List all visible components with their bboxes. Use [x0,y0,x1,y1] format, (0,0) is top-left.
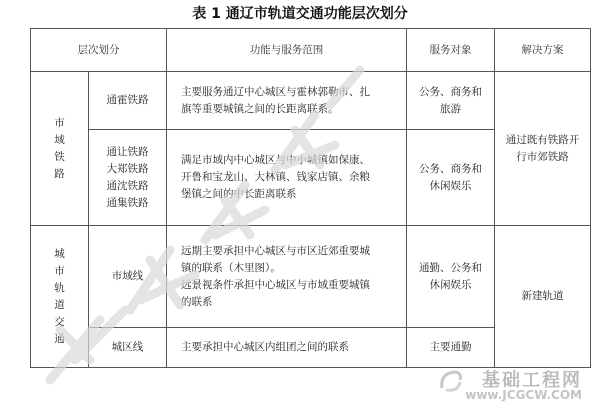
logo-url: www.JCGCW.COM [465,388,582,402]
sublevel-cell: 通让铁路 大郑铁路 通沈铁路 通集铁路 [89,130,167,226]
group-label-regional-railway: 市 域 铁 路 [31,72,89,226]
header-target: 服务对象 [407,29,495,72]
header-solution: 解决方案 [495,29,591,72]
function-cell: 远期主要承担中心城区与市区近郊重要城 镇的联系（木里图）。 远景视条件承担中心城区与市域重要城镇 的联系 [167,226,407,328]
solution-cell: 通过既有铁路开 行市郊铁路 [495,72,591,226]
function-cell: 满足市域内中心城区与中小城镇如保康、 开鲁和宝龙山、大林镇、钱家店镇、余粮 堡镇之间的中长距离联系 [167,130,407,226]
group-label-urban-rail-transit: 城 市 轨 道 交 通 [31,226,89,368]
sublevel-cell: 城区线 [89,328,167,368]
function-cell: 主要承担中心城区内组团之间的联系 [167,328,407,368]
table-title: 表 1 通辽市轨道交通功能层次划分 [192,6,408,22]
header-function: 功能与服务范围 [167,29,407,72]
logo-text: 基础工程网 [482,370,582,391]
target-cell: 公务、商务和 旅游 [407,72,495,130]
function-level-table [30,28,591,368]
logo-swirl-icon [438,368,464,394]
sublevel-cell: 市域线 [89,226,167,328]
function-cell: 主要服务通辽中心城区与霍林郭勒市、扎 旗等重要城镇之间的长距离联系。 [167,72,407,130]
sublevel-cell: 通霍铁路 [89,72,167,130]
target-cell: 主要通勤 [407,328,495,368]
header-level: 层次划分 [31,29,167,72]
target-cell: 公务、商务和 休闲娱乐 [407,130,495,226]
target-cell: 通勤、公务和 休闲娱乐 [407,226,495,328]
site-logo [410,366,590,406]
table-row [31,226,591,328]
header-row [31,29,591,72]
solution-cell: 新建轨道 [495,226,591,368]
table-row [31,72,591,130]
